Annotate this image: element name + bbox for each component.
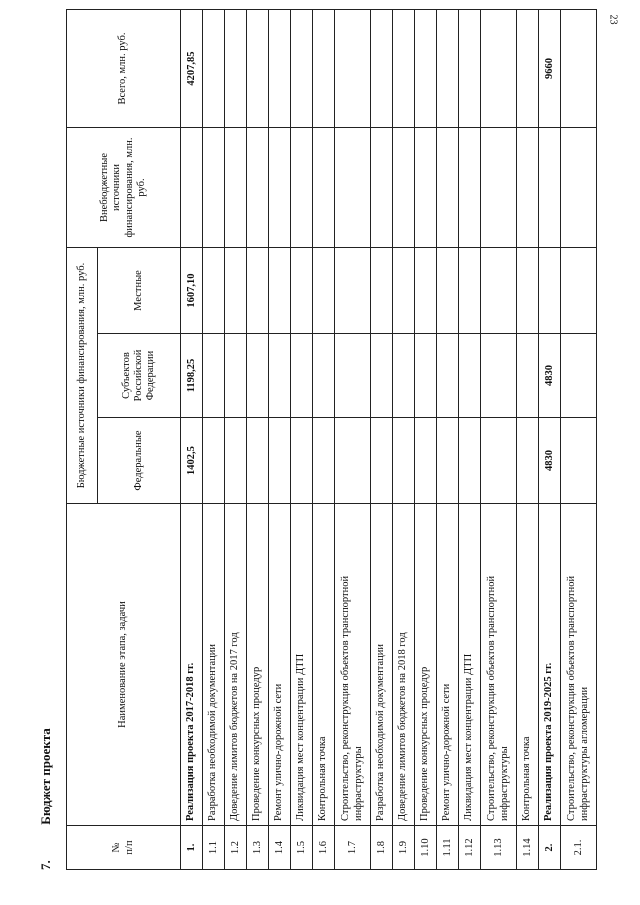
table-row	[291, 10, 313, 870]
row-federal	[269, 418, 291, 504]
row-extrabudget	[269, 128, 291, 248]
row-extrabudget	[517, 128, 539, 248]
row-extrabudget	[393, 128, 415, 248]
row-local	[459, 248, 481, 334]
row-index: 2.	[539, 826, 561, 870]
row-subjects	[247, 334, 269, 418]
row-local	[269, 248, 291, 334]
row-federal: 1402,5	[181, 418, 203, 504]
row-total: 9660	[539, 10, 561, 128]
row-index: 1.	[181, 826, 203, 870]
row-local	[393, 248, 415, 334]
row-total	[517, 10, 539, 128]
row-subjects	[415, 334, 437, 418]
row-local	[437, 248, 459, 334]
row-name: Разработка необходимой документации	[203, 504, 225, 826]
row-index: 1.2	[225, 826, 247, 870]
row-name: Строительство, реконструкция объектов транспортной инфраструктуры	[335, 504, 371, 826]
row-local	[203, 248, 225, 334]
table-row	[517, 10, 539, 870]
row-extrabudget	[561, 128, 597, 248]
table-row	[203, 10, 225, 870]
row-index: 1.9	[393, 826, 415, 870]
row-name: Ликвидация мест концентрации ДТП	[291, 504, 313, 826]
row-name: Ремонт улично-дорожной сети	[269, 504, 291, 826]
row-total	[437, 10, 459, 128]
row-total	[203, 10, 225, 128]
table-row	[459, 10, 481, 870]
row-federal	[459, 418, 481, 504]
row-name: Проведение конкурсных процедур	[247, 504, 269, 826]
row-name: Реализация проекта 2019-2025 гг.	[539, 504, 561, 826]
table-row	[393, 10, 415, 870]
row-subjects: 1198,25	[181, 334, 203, 418]
row-index: 1.6	[313, 826, 335, 870]
row-federal: 4830	[539, 418, 561, 504]
row-total	[225, 10, 247, 128]
row-extrabudget	[225, 128, 247, 248]
row-index: 1.8	[371, 826, 393, 870]
row-name: Реализация проекта 2017-2018 гг.	[181, 504, 203, 826]
row-subjects: 4830	[539, 334, 561, 418]
table-row	[561, 10, 597, 870]
table-row	[247, 10, 269, 870]
header-federal: Федеральные	[98, 418, 181, 504]
row-total	[459, 10, 481, 128]
row-subjects	[459, 334, 481, 418]
row-index: 1.5	[291, 826, 313, 870]
row-total	[561, 10, 597, 128]
row-total	[247, 10, 269, 128]
section-title: Бюджет проекта	[38, 728, 53, 825]
table-row	[181, 10, 203, 870]
row-total: 4207,85	[181, 10, 203, 128]
row-subjects	[291, 334, 313, 418]
row-extrabudget	[459, 128, 481, 248]
row-federal	[203, 418, 225, 504]
row-total	[393, 10, 415, 128]
row-index: 1.1	[203, 826, 225, 870]
page-number: 23	[607, 14, 619, 25]
row-local	[539, 248, 561, 334]
row-name: Доведение лимитов бюджетов на 2017 год	[225, 504, 247, 826]
row-local	[561, 248, 597, 334]
header-total: Всего, млн. руб.	[67, 10, 181, 128]
row-total	[335, 10, 371, 128]
row-index: 1.4	[269, 826, 291, 870]
row-index: 1.12	[459, 826, 481, 870]
row-total	[415, 10, 437, 128]
row-index: 1.7	[335, 826, 371, 870]
row-extrabudget	[291, 128, 313, 248]
row-total	[269, 10, 291, 128]
row-index: 1.14	[517, 826, 539, 870]
table-body	[181, 10, 597, 870]
row-name: Контрольная точка	[517, 504, 539, 826]
row-federal	[415, 418, 437, 504]
header-subjects: Субъектов Российской Федерации	[98, 334, 181, 418]
row-extrabudget	[203, 128, 225, 248]
row-local	[247, 248, 269, 334]
row-subjects	[393, 334, 415, 418]
row-name: Разработка необходимой документации	[371, 504, 393, 826]
row-extrabudget	[313, 128, 335, 248]
row-subjects	[203, 334, 225, 418]
row-index: 1.10	[415, 826, 437, 870]
row-extrabudget	[415, 128, 437, 248]
row-name: Ликвидация мест концентрации ДТП	[459, 504, 481, 826]
row-extrabudget	[371, 128, 393, 248]
row-total	[291, 10, 313, 128]
row-subjects	[517, 334, 539, 418]
header-index: № п/п	[67, 826, 181, 870]
table-row	[371, 10, 393, 870]
row-subjects	[437, 334, 459, 418]
row-name: Строительство, реконструкция объектов транспортной инфраструктуры агломерации	[561, 504, 597, 826]
section-number: 7.	[38, 860, 53, 870]
row-federal	[481, 418, 517, 504]
row-index: 1.3	[247, 826, 269, 870]
table-row	[269, 10, 291, 870]
row-subjects	[313, 334, 335, 418]
section-heading	[28, 728, 64, 870]
row-subjects	[269, 334, 291, 418]
row-federal	[313, 418, 335, 504]
row-total	[371, 10, 393, 128]
row-subjects	[481, 334, 517, 418]
rotated-page-content	[28, 10, 588, 870]
row-name: Строительство, реконструкция объектов транспортной инфраструктуры	[481, 504, 517, 826]
row-federal	[437, 418, 459, 504]
row-extrabudget	[539, 128, 561, 248]
row-extrabudget	[481, 128, 517, 248]
row-local	[481, 248, 517, 334]
header-local: Местные	[98, 248, 181, 334]
row-federal	[291, 418, 313, 504]
table-row	[313, 10, 335, 870]
row-local	[313, 248, 335, 334]
row-local	[371, 248, 393, 334]
table-row	[335, 10, 371, 870]
row-subjects	[371, 334, 393, 418]
table-row	[481, 10, 517, 870]
row-subjects	[561, 334, 597, 418]
row-local	[291, 248, 313, 334]
row-index: 1.13	[481, 826, 517, 870]
row-extrabudget	[247, 128, 269, 248]
row-extrabudget	[437, 128, 459, 248]
row-name: Ремонт улично-дорожной сети	[437, 504, 459, 826]
row-name: Доведение лимитов бюджетов на 2018 год	[393, 504, 415, 826]
row-federal	[225, 418, 247, 504]
row-federal	[335, 418, 371, 504]
table-row	[437, 10, 459, 870]
row-extrabudget	[335, 128, 371, 248]
table-row	[225, 10, 247, 870]
row-name: Проведение конкурсных процедур	[415, 504, 437, 826]
row-subjects	[335, 334, 371, 418]
row-local: 1607,10	[181, 248, 203, 334]
table-row	[539, 10, 561, 870]
row-index: 2.1.	[561, 826, 597, 870]
row-federal	[393, 418, 415, 504]
row-total	[313, 10, 335, 128]
header-extrabudget: Внебюджетные источники финансирования, млн. руб.	[67, 128, 181, 248]
row-name: Контрольная точка	[313, 504, 335, 826]
row-local	[335, 248, 371, 334]
row-federal	[371, 418, 393, 504]
row-local	[517, 248, 539, 334]
row-federal	[561, 418, 597, 504]
row-extrabudget	[181, 128, 203, 248]
header-budget-sources: Бюджетные источники финансирования, млн. руб.	[67, 248, 98, 504]
table-row	[415, 10, 437, 870]
header-name: Наименование этапа, задачи	[67, 504, 181, 826]
row-local	[415, 248, 437, 334]
row-federal	[517, 418, 539, 504]
row-local	[225, 248, 247, 334]
row-subjects	[225, 334, 247, 418]
budget-table	[66, 9, 597, 870]
row-federal	[247, 418, 269, 504]
row-index: 1.11	[437, 826, 459, 870]
row-total	[481, 10, 517, 128]
